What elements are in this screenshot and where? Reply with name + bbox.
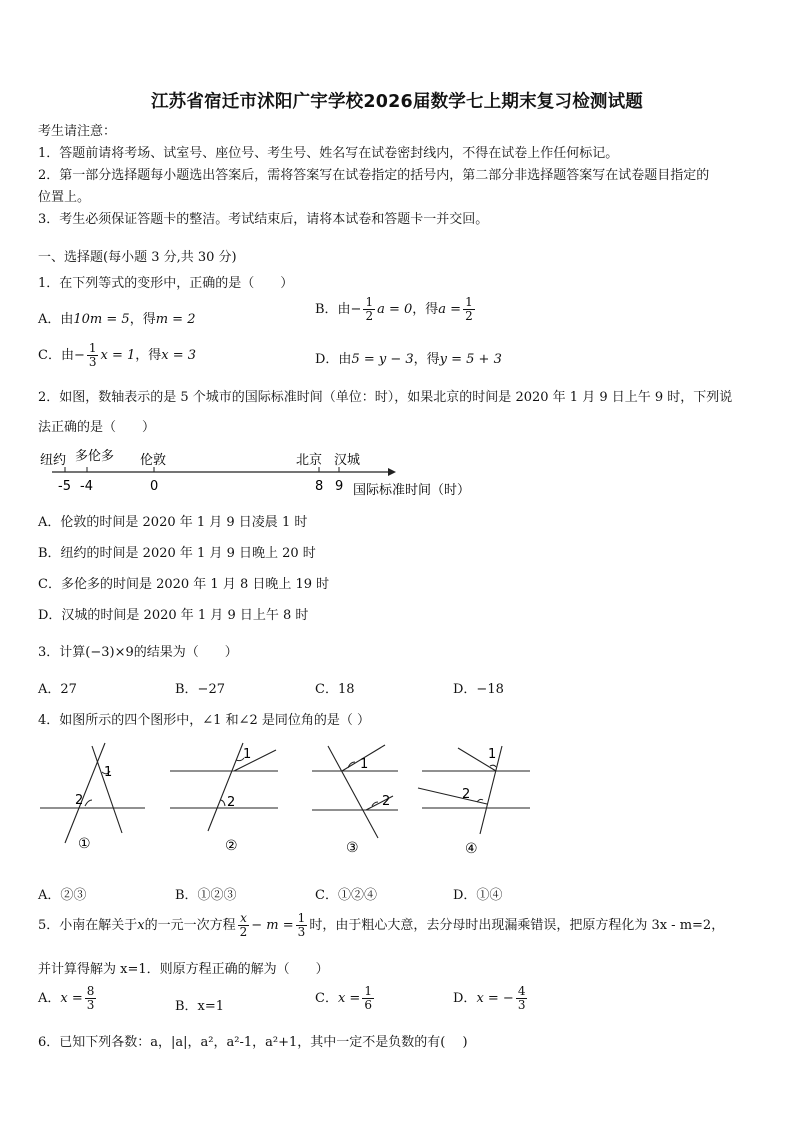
notice-item-2-cont: 位置上。 xyxy=(38,190,91,205)
notice-item-1: 1．答题前请将考场、试室号、座位号、考生号、姓名写在试卷密封线内，不得在试卷上作任何标记。 xyxy=(38,146,619,161)
q2-option-d: D．汉城的时间是 2020 年 1 月 9 日上午 8 时 xyxy=(38,608,309,623)
svg-text:2: 2 xyxy=(227,795,236,810)
tick-label-beijing: 8 xyxy=(315,479,324,494)
q1-stem: 1．在下列等式的变形中，正确的是（ ） xyxy=(38,276,294,291)
q4-option-a: A．②③ xyxy=(38,888,87,903)
section-heading: 一、选择题(每小题 3 分,共 30 分) xyxy=(38,250,237,265)
figure-2-label: ② xyxy=(225,838,238,854)
city-label-newyork: 纽约 xyxy=(40,453,67,468)
q1-option-a: A．由10m = 5，得m = 2 xyxy=(38,312,196,327)
tick-label-newyork: -5 xyxy=(58,479,71,494)
svg-text:1: 1 xyxy=(488,747,497,762)
city-label-toronto: 多伦多 xyxy=(75,449,115,464)
notice-item-2: 2．第一部分选择题每小题选出答案后，需将答案写在试卷指定的括号内，第二部分非选择题答案写在试卷题目指定的 xyxy=(38,168,710,183)
tick-label-london: 0 xyxy=(150,479,159,494)
notice-heading: 考生请注意： xyxy=(38,124,117,139)
axis-label: 国际标准时间（时） xyxy=(353,483,471,498)
q5-option-d: D．x = − $\frac{4}{3}$ xyxy=(453,984,526,1012)
q3-option-c: C．18 xyxy=(315,682,355,697)
figure-1-label: ① xyxy=(78,836,91,852)
notice-item-3: 3．考生必须保证答题卡的整洁。考试结束后，请将本试卷和答题卡一并交回。 xyxy=(38,212,489,227)
q1-option-b: B．由− $\frac{1}{2}$ a = 0，得a = $\frac{1}{2}$ xyxy=(315,295,473,323)
svg-text:1: 1 xyxy=(360,757,369,772)
q3-stem: 3．计算(−3)×9的结果为（ ） xyxy=(38,645,238,660)
figure-3-label: ③ xyxy=(346,840,359,856)
q4-option-c: C．①②④ xyxy=(315,888,377,903)
q6-stem: 6．已知下列各数：a，|a|，a²，a²-1，a²+1，其中一定不是负数的有( ) xyxy=(38,1035,468,1050)
figure-3 xyxy=(312,745,398,856)
q5-stem-line1: 5．小南在解关于x的一元一次方程 $\frac{x}{2}$ − m = $\frac{1}{3}$ 时，由于粗心大意，去分母时出现漏乘错误，把原方程化为 3x - m=2， xyxy=(38,911,725,939)
svg-text:2: 2 xyxy=(382,794,391,809)
q2-option-a: A．伦敦的时间是 2020 年 1 月 9 日凌晨 1 时 xyxy=(38,515,308,530)
svg-text:2: 2 xyxy=(462,787,471,802)
figure-2 xyxy=(170,743,278,854)
q5-stem-line2: 并计算得解为 x=1．则原方程正确的解为（ ） xyxy=(38,962,329,977)
q1-option-c: C．由− $\frac{1}{3}$ x = 1，得x = 3 xyxy=(38,341,197,369)
svg-text:1: 1 xyxy=(243,747,252,762)
number-line-figure xyxy=(30,440,510,504)
q2-stem-line1: 2．如图，数轴表示的是 5 个城市的国际标准时间（单位：时），如果北京的时间是 2020 年 1 月 9 日上午 9 时，下列说 xyxy=(38,390,733,405)
q5-option-a: A．x = $\frac{8}{3}$ xyxy=(38,984,95,1012)
page-title: 江苏省宿迁市沭阳广宇学校2026届数学七上期末复习检测试题 xyxy=(150,92,643,112)
q3-option-a: A．27 xyxy=(38,682,77,697)
q3-option-b: B．−27 xyxy=(175,682,225,697)
q3-option-d: D．−18 xyxy=(453,682,504,697)
q4-stem: 4．如图所示的四个图形中，∠1 和∠2 是同位角的是（ ） xyxy=(38,713,370,728)
svg-text:2: 2 xyxy=(75,793,84,808)
axis-arrow xyxy=(388,468,396,476)
city-label-seoul: 汉城 xyxy=(334,453,361,468)
q1-option-d: D．由5 = y − 3，得y = 5 + 3 xyxy=(315,352,502,367)
q4-option-b: B．①②③ xyxy=(175,888,237,903)
q5-option-c: C．x = $\frac{1}{6}$ xyxy=(315,984,372,1012)
q2-option-b: B．纽约的时间是 2020 年 1 月 9 日晚上 20 时 xyxy=(38,546,316,561)
figure-1 xyxy=(40,743,145,852)
q3-expression: (−3)×9 xyxy=(85,645,134,660)
q2-option-c: C．多伦多的时间是 2020 年 1 月 8 日晚上 19 时 xyxy=(38,577,330,592)
svg-text:1: 1 xyxy=(104,765,113,780)
q2-stem-line2: 法正确的是（ ） xyxy=(38,420,156,435)
figure-4-label: ④ xyxy=(465,841,478,857)
figure-4 xyxy=(418,746,530,857)
q4-option-d: D．①④ xyxy=(453,888,503,903)
angle-figures xyxy=(30,738,550,863)
tick-label-seoul: 9 xyxy=(335,479,344,494)
q5-option-b: B．x=1 xyxy=(175,999,225,1014)
city-label-beijing: 北京 xyxy=(296,453,323,468)
tick-label-toronto: -4 xyxy=(80,479,93,494)
city-label-london: 伦敦 xyxy=(140,453,167,468)
